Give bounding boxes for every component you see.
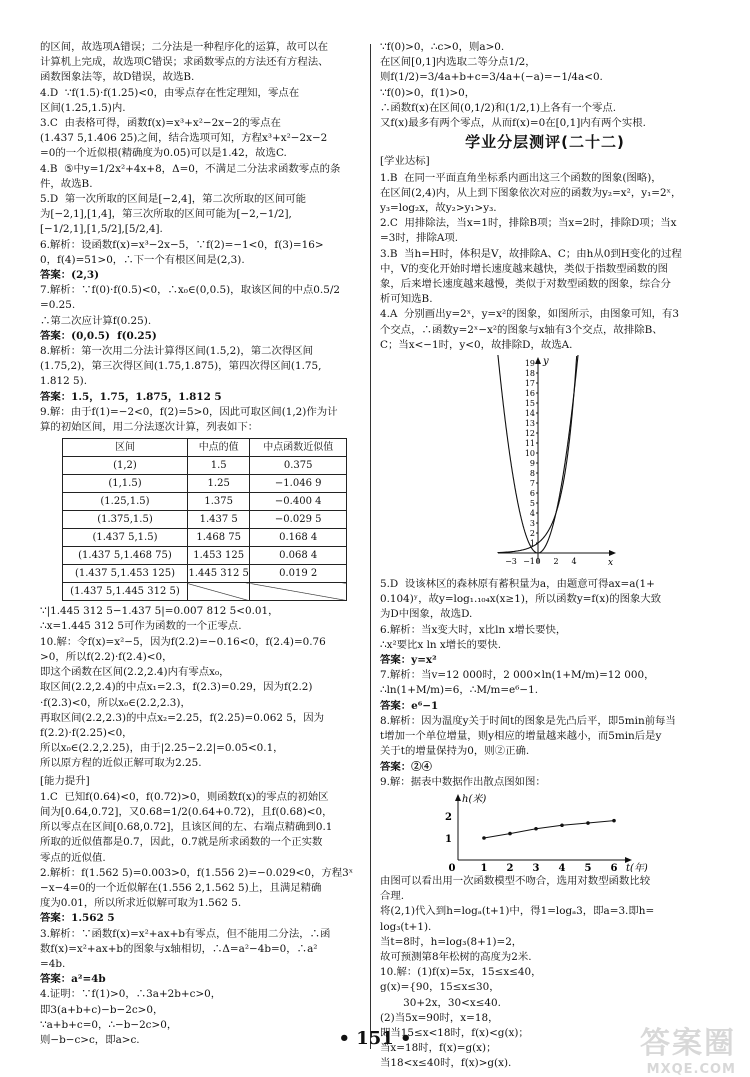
text-line: 合理.	[380, 890, 405, 903]
text-line: 3.C 由表格可得，函数f(x)=x³+x²−2x−2的零点在	[40, 117, 281, 130]
text-line: (2)当5x=90时，x=18，	[380, 1011, 499, 1024]
text-line: 答案：y=x²	[380, 654, 437, 667]
text-line: 在区间(2,4)内，从上到下图象依次对应的函数为y₂=x²，y₁=2ˣ，	[380, 186, 682, 199]
left-block-2	[40, 604, 360, 771]
text-line: 即3(a+b+c)−b−2c>0，	[40, 1003, 164, 1016]
text-line: 所以零点在区间[0.68,0.72]，且该区间的左、右端点精确到0.1	[40, 821, 333, 834]
graph-x-tick-label: 4	[571, 557, 577, 567]
text-line: 的区间，故选项A错误；二分法是一种程序化的运算，故可以在	[40, 41, 329, 53]
text-line: 由图可以看出用一次函数模型不吻合，选用对数型函数比较	[380, 874, 651, 887]
watermark-en: MXQE.COM	[646, 1062, 736, 1077]
table-cell: 1.437 5	[187, 511, 249, 529]
table-body	[63, 457, 347, 601]
scatter-point	[560, 823, 564, 827]
text-line: f(2.2)·f(2.25)<0，	[40, 726, 133, 739]
text-line: 1.812 5).	[40, 375, 88, 388]
table-cell: 0.375	[250, 457, 347, 475]
table-cell: (1.437 5,1.453 125)	[63, 565, 188, 583]
scatter-point	[534, 827, 538, 831]
table-row	[63, 547, 347, 565]
text-line: =0的一个近似根(精确度为0.05)可以是1.42，故选C.	[40, 147, 287, 160]
scatter-trend-line	[484, 821, 614, 838]
text-line: 件，故选B.	[40, 177, 93, 190]
text-line: ∴x²要比x ln x增长的要快.	[380, 638, 502, 651]
table-cell: −0.029 5	[250, 511, 347, 529]
test-title: 学业分层测评(二十二)	[465, 133, 625, 152]
text-line: 度为0.01，所以所求近似解可取为1.562 5.	[40, 897, 242, 910]
table-cell: (1,1.5)	[63, 475, 188, 493]
text-line: 答案：②④	[380, 760, 432, 773]
text-line: 则f(1/2)=3/4a+b+c=3/4a+(−a)=−1/4a<0.	[380, 71, 603, 84]
text-line: 0.104)ʸ，故y=log₁.₁₀₄x(x≥1)，所以函数y=f(x)的图象大致	[380, 593, 662, 606]
scatter-x-ticks	[449, 863, 618, 872]
text-line: 算的初始区间，用二分法逐次计算，列表如下：	[40, 421, 259, 434]
text-line: 7.解析：当v=12 000时，2 000×ln(1+M/m)=12 000，	[380, 669, 655, 682]
text-line: ∵a+b+c=0，∴−b−2c>0，	[40, 1018, 178, 1031]
text-line: 答案：e⁶−1	[380, 699, 439, 712]
scatter-x-tick-label: 5	[584, 862, 592, 872]
text-line: 所以原方程的近似正解可取为2.25.	[40, 757, 202, 770]
text-line: ∵f(0)>0，∴c>0，则a>0.	[380, 41, 505, 53]
graph-y-tick-label: 13	[524, 419, 535, 429]
scatter-x-tick-label: 4	[558, 862, 566, 872]
text-line: log₃(t+1).	[380, 920, 432, 933]
text-line: ∵|1.445 312 5−1.437 5|=0.007 812 5<0.01，	[40, 605, 279, 618]
scatter-x-tick-label: 6	[610, 862, 618, 872]
table-cell: 1.25	[187, 475, 249, 493]
graph-x-tick-label: 0	[535, 557, 541, 567]
text-line: 计算机上完成，故选项C错误；求函数零点的方法还有方程法、	[40, 56, 329, 69]
scatter-x-tick-label: 3	[532, 862, 540, 872]
text-line: 象，后来增长速度越来越慢，类似于对数型函数的图象，综合分	[380, 278, 671, 291]
text-line: 区间(1.25,1.5)内.	[40, 101, 126, 114]
text-line: 4.A 分别画出y=2ˣ，y=x²的图象，如图所示，由图象可知，有3	[380, 308, 680, 321]
text-line: 5.D 第一次所取的区间是[−2,4]，第二次所取的区间可能	[40, 193, 306, 206]
text-line: 当x=18时，f(x)=g(x)；	[380, 1042, 497, 1055]
text-line: 取区间(2.2,2.4)的中点x₁=2.3，f(2.3)=0.29，因为f(2.2)	[40, 681, 313, 694]
graph-y-tick-label: 6	[529, 489, 535, 499]
text-line: 所以x₀∈(2.2,2.25)，由于|2.25−2.2|=0.05<0.1，	[40, 742, 284, 755]
table-row	[63, 565, 347, 583]
graph-y-tick-label: 3	[529, 519, 535, 529]
table-header: 中点函数近似值	[250, 439, 347, 457]
scatter-x-tick-label: 1	[480, 862, 488, 872]
graph-y-tick-label: 17	[524, 379, 535, 389]
text-line: g(x)={90，15≤x≤30，	[380, 981, 500, 994]
text-line: 9.解：据表中数据作出散点图如图：	[380, 775, 546, 788]
watermark-cn: 答案圈	[640, 1026, 736, 1061]
graph-x-tick-label: −1	[523, 557, 535, 567]
text-line: 4.证明：∵f(1)>0，∴3a+2b+c>0，	[40, 988, 222, 1001]
text-line: 当18<x≤40时，f(x)>g(x).	[380, 1057, 512, 1070]
text-line: 4.D ∵f(1.5)·f(1.25)<0，由零点存在性定理知，零点在	[40, 86, 300, 99]
graph-y-tick-label: 14	[524, 409, 535, 419]
section-label-ability: [能力提升]	[40, 774, 90, 787]
graph-y-tick-label: 1	[529, 539, 535, 549]
graph-y-tick-label: 12	[524, 429, 535, 439]
text-line: 7.解析：∵f(0)·f(0.5)<0，∴x₀∈(0,0.5)，取该区间的中点0.5/2	[40, 284, 340, 297]
text-line: 即当15≤x<18时，f(x)<g(x)；	[380, 1026, 529, 1039]
graph-y-tick-label: 16	[524, 389, 535, 399]
table-cell: (1.437 5,1.5)	[63, 529, 188, 547]
table-cell: (1.437 5,1.445 312 5)	[63, 583, 188, 601]
graph-y-tick-label: 8	[529, 469, 535, 479]
text-line: 答案：1.562 5	[40, 912, 115, 925]
text-line: 2.解析：f(1.562 5)=0.003>0，f(1.556 2)=−0.029<0，方程3ˣ	[40, 866, 354, 879]
text-line: 又f(x)最多有两个零点，从而f(x)=0在[0,1]内有两个实根.	[380, 117, 646, 130]
table-row	[63, 493, 347, 511]
text-line: 数f(x)=x²+ax+b的图象与x轴相切，∴Δ=a²−4b=0，∴a²	[40, 942, 318, 955]
text-line: 3.B 当h=H时，体积是V，故排除A、C；由h从0到H变化的过程	[380, 247, 682, 260]
text-line: =3时，排除A项.	[380, 232, 459, 245]
scatter-y-tick-label: 2	[445, 811, 452, 823]
table-row	[63, 457, 347, 475]
text-line: 6.解析：当x变大时，x比ln x增长要快，	[380, 623, 567, 636]
text-line: 在区间[0,1]内选取二等分点1/2，	[380, 56, 536, 69]
graph-x-ticks	[505, 557, 576, 566]
text-line: 4.B ⑤中y=1/2x²+4x+8，Δ=0，不满足二分法求函数零点的条	[40, 162, 341, 175]
text-line: =0.25.	[40, 299, 76, 312]
text-line: 为[−2,1],[1,4]，第三次所取的区间可能为[−2,−1/2],	[40, 208, 292, 221]
text-line: 中，V的变化开始时增长速度越来越快，类似于指数型函数的图	[380, 262, 669, 275]
scatter-y-tick-label: 1	[445, 833, 452, 845]
table-cell: −1.046 9	[250, 475, 347, 493]
table-row	[63, 511, 347, 529]
graph-y-tick-label: 7	[529, 479, 535, 489]
text-line: >0，所以f(2.2)·f(2.4)<0，	[40, 650, 173, 663]
text-line: [−1/2,1],[1,5/2],[5/2,4].	[40, 223, 163, 236]
watermark-logo	[640, 1018, 736, 1077]
text-line: 再取区间(2.2,2.3)的中点x₂=2.25，f(2.25)=0.062 5，因为	[40, 711, 325, 724]
scatter-figure	[380, 792, 710, 872]
text-line: ∴函数f(x)在区间(0,1/2)和(1/2,1)上各有一个零点.	[380, 101, 617, 114]
text-line: 则−b−c>c，即a>c.	[40, 1033, 140, 1046]
table-cell: −0.400 4	[250, 493, 347, 511]
graph-y-tick-label: 9	[529, 459, 535, 469]
graph-x-tick-label: 2	[553, 557, 559, 567]
graph-y-tick-label: 5	[529, 499, 535, 509]
text-line: 1.B 在同一平面直角坐标系内画出这三个函数的图象(图略)，	[380, 171, 662, 184]
text-line: ∴ln(1+M/m)=6，∴M/m=e⁶−1.	[380, 684, 538, 697]
text-line: 将(2,1)代入到h=logₐ(t+1)中，得1=logₐ3，即a=3.即h=	[380, 905, 655, 918]
graph-y-ticks	[525, 359, 538, 548]
text-line: 2.C 用排除法，当x=1时，排除B项；当x=2时，排除D项；当x	[380, 217, 677, 230]
text-line: 10.解：(1)f(x)=5x，15≤x≤40，	[380, 966, 542, 979]
text-line: 所取的近似值都是0.7，因此，0.7就是所求函数的一个正实数	[40, 836, 323, 849]
table-cell: 1.468 75	[187, 529, 249, 547]
text-line: (1.75,2)，第三次得区间(1.75,1.875)，第四次得区间(1.75,	[40, 360, 322, 373]
table-cell: 0.019 2	[250, 565, 347, 583]
graph-y-tick-label: 15	[524, 399, 535, 409]
text-line: 故可预测第8年松树的高度为2米.	[380, 950, 532, 963]
graph-y-label: y	[543, 356, 549, 368]
text-line: ·f(2.3)<0，所以x₀∈(2.2,2.3)，	[40, 696, 191, 709]
graph-y-tick-label: 4	[529, 509, 535, 519]
table-cell: 1.445 312 5	[187, 565, 249, 583]
text-line: 答案：(0,0.5) f(0.25)	[40, 329, 157, 342]
graph-x-label: x	[608, 558, 614, 569]
table-row	[63, 583, 347, 601]
column-divider	[370, 44, 371, 1049]
scatter-point	[586, 821, 590, 825]
table-cell: (1.375,1.5)	[63, 511, 188, 529]
scatter-y-label: h(米)	[462, 793, 487, 805]
text-line: 答案：(2,3)	[40, 269, 100, 282]
text-line: 10.解：令f(x)=x²−5，因为f(2.2)=−0.16<0，f(2.4)=0.76	[40, 635, 326, 648]
text-line: 间为[0.64,0.72]，又0.68=1/2(0.64+0.72)，且f(0.68)<0，	[40, 805, 333, 818]
right-column	[380, 40, 710, 1072]
text-line: ∵f(0)>0，f(1)>0，	[380, 86, 476, 99]
text-line: 答案：1.5，1.75，1.875，1.812 5	[40, 390, 222, 403]
text-line: 析可知选B.	[380, 293, 433, 306]
text-line: =4b.	[40, 957, 66, 970]
text-line: 3.解析：∵函数f(x)=x²+ax+b有零点，但不能用二分法，∴函	[40, 927, 331, 940]
table-cell: 0.068 4	[250, 547, 347, 565]
left-block-1	[40, 40, 360, 435]
text-line: 9.解：由于f(1)=−2<0，f(2)=5>0，因此可取区间(1,2)作为计	[40, 405, 338, 418]
text-line: 即这个函数在区间(2.2,2.4)内有零点x₀，	[40, 666, 230, 679]
table-header: 中点的值	[187, 439, 249, 457]
table-cell: 1.5	[187, 457, 249, 475]
left-block-3	[40, 790, 360, 1048]
scatter-y-ticks	[445, 812, 452, 845]
right-block-2	[380, 171, 710, 353]
table-cell	[187, 583, 249, 601]
text-line: 当t=8时，h=log₃(8+1)=2，	[380, 935, 523, 948]
text-line: 8.解析：第一次用二分法计算得区间(1.5,2)，第二次得区间	[40, 345, 314, 358]
function-graph	[490, 355, 620, 575]
scatter-x-label: t(年)	[626, 862, 648, 872]
section-label-basic: [学业达标]	[380, 155, 430, 168]
scatter-x-tick-label: 2	[506, 862, 514, 872]
text-line: ∴第二次应计算f(0.25).	[40, 314, 152, 327]
text-line: (1.437 5,1.406 25)之间，结合选项可知，方程x³+x²−2x−2	[40, 132, 328, 145]
table-cell	[250, 583, 347, 601]
table-cell: (1.25,1.5)	[63, 493, 188, 511]
scatter-y-arrow	[455, 794, 461, 801]
table-cell: (1,2)	[63, 457, 188, 475]
page-number: • 151 •	[338, 1028, 412, 1049]
text-line: t增加一个单位增量，则y相应的增量越来越小，而5min后是y	[380, 730, 662, 743]
graph-x-tick-label: −3	[505, 557, 517, 567]
graph-y-tick-label: 11	[524, 439, 535, 449]
table-header: 区间	[63, 439, 188, 457]
graph-y-tick-label: 19	[524, 359, 535, 369]
text-line: 答案：a²=4b	[40, 973, 106, 986]
table-cell: (1.437 5,1.468 75)	[63, 547, 188, 565]
text-line: y₃=log₂x，故y₂>y₁>y₃.	[380, 202, 497, 215]
text-line: 1.C 已知f(0.64)<0，f(0.72)>0，则函数f(x)的零点的初始区	[40, 790, 329, 803]
bisection-table	[62, 438, 347, 601]
table-cell: 1.453 125	[187, 547, 249, 565]
text-line: 6.解析：设函数f(x)=x³−2x−5，∵f(2)=−1<0，f(3)=16>	[40, 238, 324, 251]
text-line: 5.D 设该林区的森林原有蓄积量为a，由题意可得ax=a(1+	[380, 578, 655, 591]
text-line: 关于t的增量保持为0，则②正确.	[380, 745, 530, 758]
text-line: C；当x<−1时，y<0，故排除D，故选A.	[380, 338, 573, 351]
text-line: ∴x=1.445 312 5可作为函数的一个正零点.	[40, 620, 242, 633]
scatter-point	[508, 832, 512, 836]
table-cell: 0.168 4	[250, 529, 347, 547]
graph-y-tick-label: 10	[524, 449, 535, 459]
text-line: 个交点，∴函数y=2ˣ−x²的图象与x轴有3个交点，故排除B、	[380, 323, 663, 336]
right-block-1	[380, 40, 710, 131]
text-line: 为D中图象，故选D.	[380, 608, 473, 621]
scatter-plot	[428, 792, 648, 872]
text-line: 0，f(4)=51>0，∴下一个有根区间是(2,3).	[40, 253, 245, 266]
text-line: 8.解析：因为温度y关于时间t的图象是先凸后平，即5min前每当	[380, 714, 676, 727]
table-row	[63, 475, 347, 493]
function-graph-figure	[380, 355, 710, 575]
table-header-row	[63, 439, 347, 457]
text-line: 零点的近似值.	[40, 851, 106, 864]
text-line: 30+2x，30<x≤40.	[380, 996, 501, 1009]
table-cell: 1.375	[187, 493, 249, 511]
graph-y-tick-label: 18	[524, 369, 535, 379]
text-line: −x−4=0的一个近似解在(1.556 2,1.562 5)上，且满足精确	[40, 881, 322, 894]
graph-x-arrow	[609, 550, 616, 556]
scatter-point	[482, 836, 486, 840]
scatter-x-tick-label: 0	[448, 862, 456, 872]
text-line: 函数图象法等，故D错误，故选B.	[40, 71, 195, 84]
scatter-point	[612, 819, 616, 823]
graph-y-tick-label: 2	[529, 529, 535, 539]
table-row	[63, 529, 347, 547]
right-block-3	[380, 577, 710, 790]
left-column	[40, 40, 360, 1048]
